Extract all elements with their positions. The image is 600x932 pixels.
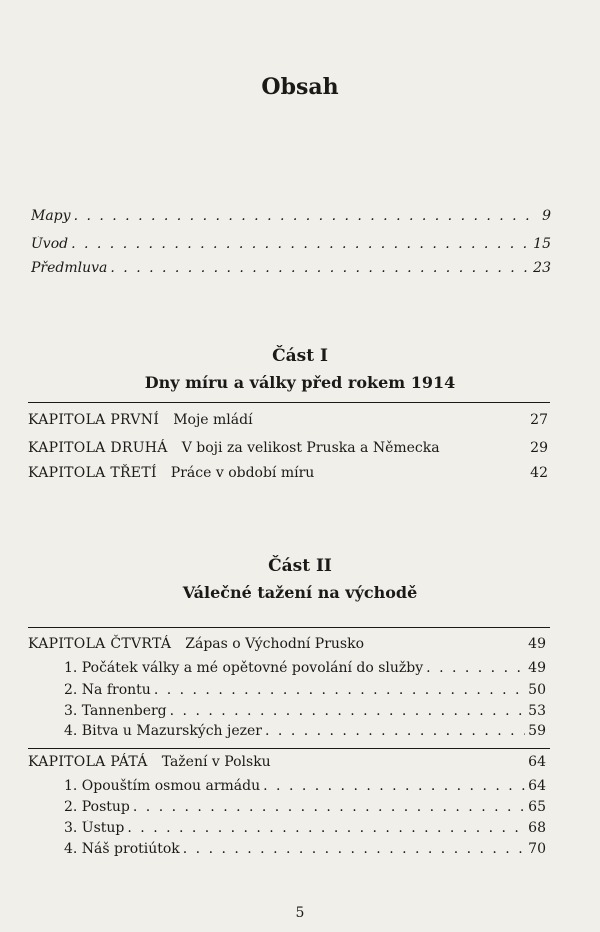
chapter-page: 42 <box>530 465 548 481</box>
section-page: 65 <box>528 799 546 815</box>
dot-leader <box>110 260 530 276</box>
chapter-3 <box>28 465 548 481</box>
section-4-1 <box>64 660 546 676</box>
section-label: 4. Bitva u Mazurských jezer <box>64 723 263 739</box>
part-1-rule <box>28 402 550 403</box>
dot-leader <box>127 820 525 836</box>
dot-leader <box>133 799 525 815</box>
dot-leader <box>183 841 525 857</box>
page-title: Obsah <box>261 74 339 100</box>
section-page: 53 <box>528 703 546 719</box>
chapter-2 <box>28 440 548 456</box>
toc-entry-uvod <box>31 236 551 252</box>
section-4-4 <box>64 723 546 739</box>
part-1-subtitle: Dny míru a války před rokem 1914 <box>144 373 456 392</box>
section-label: 2. Postup <box>64 799 130 815</box>
chapter-name: Zápas o Východní Prusko <box>185 636 365 652</box>
toc-entry-label: Mapy <box>31 208 71 224</box>
toc-entry-label: Předmluva <box>31 260 108 276</box>
part-2-rule <box>28 627 550 628</box>
chapter-number: KAPITOLA TŘETÍ <box>28 465 157 481</box>
toc-entry-predmluva <box>31 260 551 276</box>
chapter-name: Práce v období míru <box>170 465 315 481</box>
section-4-3 <box>64 703 546 719</box>
section-page: 68 <box>528 820 546 836</box>
toc-entry-mapy <box>31 208 551 224</box>
toc-entry-page: 23 <box>533 260 551 276</box>
page-number: 5 <box>295 905 305 921</box>
chapter-number: KAPITOLA ČTVRTÁ <box>28 636 172 652</box>
chapter-page: 29 <box>530 440 548 456</box>
section-page: 59 <box>528 723 546 739</box>
dot-leader <box>154 682 525 698</box>
section-page: 64 <box>528 778 546 794</box>
section-5-4 <box>64 841 546 857</box>
dot-leader <box>265 723 525 739</box>
section-5-1 <box>64 778 546 794</box>
chapter-4 <box>28 636 546 652</box>
chapter-page: 27 <box>530 412 548 428</box>
toc-entry-label: Úvod <box>31 236 69 252</box>
part-2-title: Část II <box>268 556 332 576</box>
chapter-5 <box>28 754 546 770</box>
dot-leader <box>74 208 540 224</box>
section-5-2 <box>64 799 546 815</box>
chapter-page: 49 <box>528 636 546 652</box>
section-label: 1. Počátek války a mé opětovné povolání do služby <box>64 660 424 676</box>
section-4-2 <box>64 682 546 698</box>
chapter-name: V boji za velikost Pruska a Německa <box>181 440 440 456</box>
chapter-5-rule <box>28 748 550 749</box>
section-label: 4. Náš protiútok <box>64 841 180 857</box>
section-page: 49 <box>528 660 546 676</box>
section-label: 3. Tannenberg <box>64 703 167 719</box>
section-page: 70 <box>528 841 546 857</box>
dot-leader <box>71 236 530 252</box>
section-page: 50 <box>528 682 546 698</box>
section-label: 2. Na frontu <box>64 682 151 698</box>
dot-leader <box>263 778 525 794</box>
chapter-1 <box>28 412 548 428</box>
chapter-number: KAPITOLA PÁTÁ <box>28 754 148 770</box>
chapter-page: 64 <box>528 754 546 770</box>
dot-leader <box>426 660 525 676</box>
chapter-number: KAPITOLA DRUHÁ <box>28 440 168 456</box>
part-1-title: Část I <box>272 346 328 366</box>
chapter-name: Tažení v Polsku <box>161 754 271 770</box>
toc-entry-page: 15 <box>533 236 551 252</box>
toc-entry-page: 9 <box>542 208 551 224</box>
section-label: 3. Ústup <box>64 820 125 836</box>
chapter-name: Moje mládí <box>173 412 253 428</box>
section-5-3 <box>64 820 546 836</box>
dot-leader <box>170 703 526 719</box>
section-label: 1. Opouštím osmou armádu <box>64 778 261 794</box>
part-2-subtitle: Válečné tažení na východě <box>182 583 418 602</box>
chapter-number: KAPITOLA PRVNÍ <box>28 412 160 428</box>
